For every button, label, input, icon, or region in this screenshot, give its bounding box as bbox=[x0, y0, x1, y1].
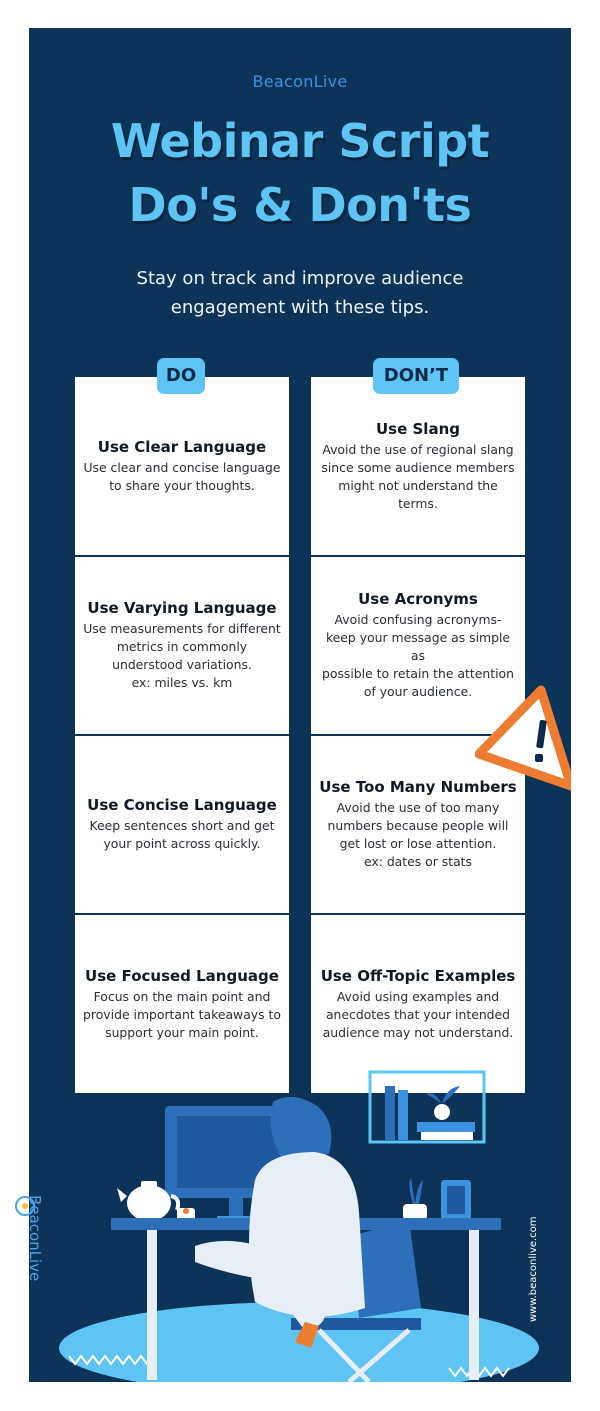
dont-card-title: Use Off-Topic Examples bbox=[320, 966, 516, 985]
side-logo bbox=[14, 1195, 44, 1282]
do-badge: DO bbox=[157, 358, 205, 394]
dont-card-text: Avoid confusing acronyms- keep your message as simple as possible to retain the attention of your audience. bbox=[322, 612, 514, 699]
dont-card-text: Avoid the use of too many numbers because people will get lost or lose attention. ex: dates or stats bbox=[327, 800, 509, 869]
brand-name: BeaconLive bbox=[252, 72, 348, 91]
side-logo-text: BeaconLive bbox=[26, 1195, 44, 1282]
dont-badge: DON’T bbox=[373, 358, 459, 394]
do-card-text: Focus on the main point and provide important takeaways to support your main point. bbox=[83, 988, 281, 1040]
dont-card bbox=[311, 377, 525, 555]
website-url: www.beaconlive.com bbox=[528, 1216, 539, 1322]
do-card bbox=[75, 915, 289, 1093]
do-card-title: Use Concise Language bbox=[87, 796, 277, 814]
do-card-text: Keep sentences short and get your point across quickly. bbox=[89, 818, 275, 851]
subtitle-line-2: engagement with these tips. bbox=[170, 297, 430, 318]
dont-card-title: Use Acronyms bbox=[358, 590, 478, 608]
do-card-text: Use measurements for different metrics in commonly understood variations. ex: miles vs. km bbox=[83, 621, 281, 690]
subtitle bbox=[29, 264, 571, 322]
title-line-1: Webinar Script bbox=[110, 114, 490, 168]
exclamation-warning-icon bbox=[475, 684, 571, 794]
do-card-title: Use Clear Language bbox=[97, 437, 267, 456]
infographic bbox=[29, 28, 571, 1382]
do-card-title: Use Focused Language bbox=[85, 966, 279, 985]
title-line-2: Do's & Don'ts bbox=[128, 178, 472, 232]
do-card bbox=[75, 736, 289, 913]
subtitle-line-1: Stay on track and improve audience bbox=[136, 268, 464, 289]
do-card bbox=[75, 557, 289, 734]
dont-card-title: Use Slang bbox=[376, 419, 460, 438]
dont-card-title: Use Too Many Numbers bbox=[319, 778, 517, 796]
dont-card-text: Avoid using examples and anecdotes that your intended audience may not understand. bbox=[322, 988, 514, 1040]
dont-card bbox=[311, 915, 525, 1093]
do-card-text: Use clear and concise language to share your thoughts. bbox=[83, 459, 281, 493]
do-card bbox=[75, 377, 289, 555]
dont-card-text: Avoid the use of regional slang since some audience members might not understand the terms. bbox=[321, 441, 515, 511]
do-card-title: Use Varying Language bbox=[87, 599, 277, 617]
person-at-desk-illustration bbox=[29, 1068, 571, 1382]
do-column bbox=[75, 377, 289, 1093]
